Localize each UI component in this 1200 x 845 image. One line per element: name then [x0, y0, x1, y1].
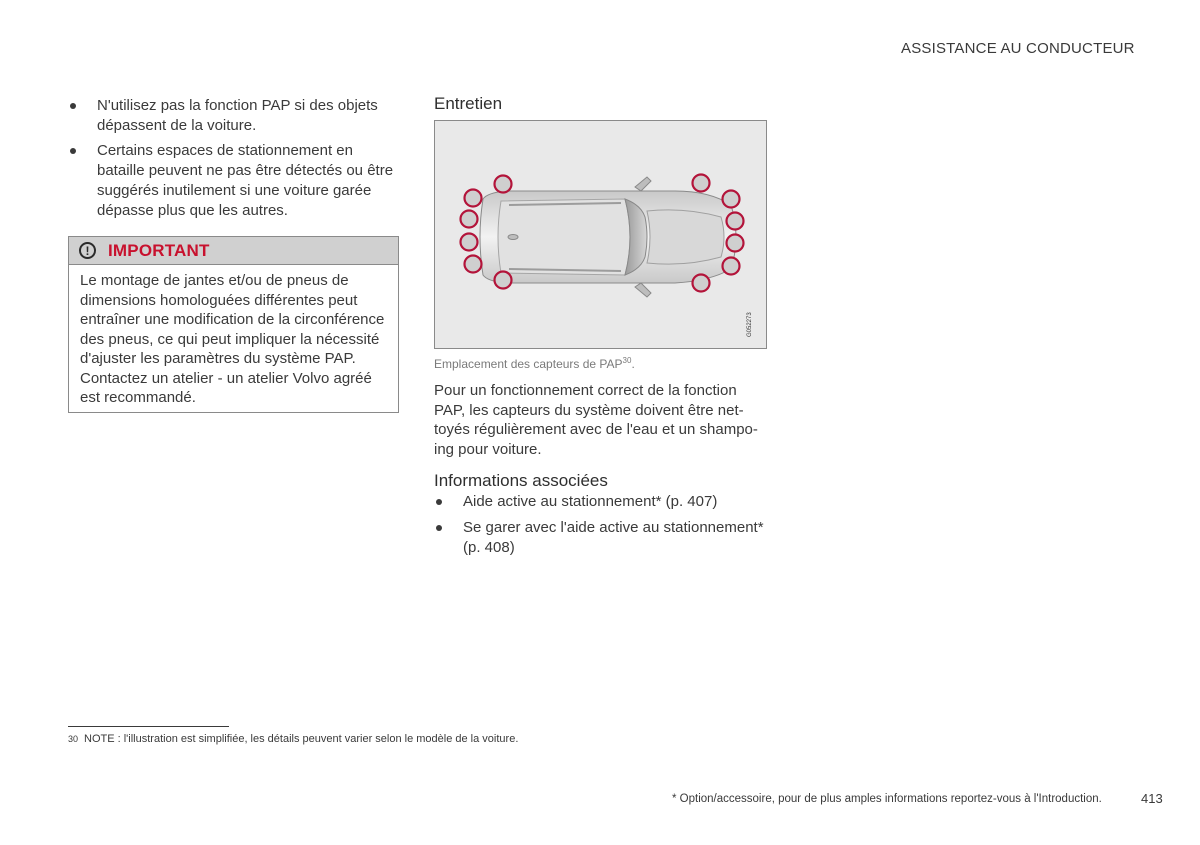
- section-title: Entretien: [434, 94, 503, 113]
- sensor-marker: [693, 175, 710, 192]
- footnote: [68, 733, 518, 745]
- sensor-marker: [461, 234, 478, 251]
- sensor-marker: [693, 275, 710, 292]
- sensor-marker: [465, 190, 482, 207]
- footer-note: * Option/accessoire, pour de plus amples informations reportez-vous à l'Introduction.: [672, 793, 1102, 805]
- footnote-number: 30: [68, 734, 79, 744]
- car-top-view-illustration: [435, 121, 766, 348]
- sensor-marker: [465, 256, 482, 273]
- exclamation-circle-icon: !: [79, 242, 96, 259]
- related-info-title: Informations associées: [434, 471, 608, 490]
- sensor-marker: [727, 213, 744, 230]
- list-item-text: N'utilisez pas la fonction PAP si des objets dépassent de la voiture.: [97, 97, 378, 134]
- bullet-dot: [70, 148, 76, 154]
- sensor-marker: [461, 211, 478, 228]
- bullet-dot: [70, 103, 76, 109]
- sensor-location-figure: [434, 120, 767, 349]
- caption-footnote-ref: 30: [622, 356, 632, 365]
- figure-caption: Emplacement des capteurs de PAP$^{30}$.: [434, 356, 635, 371]
- maintenance-paragraph: Pour un fonctionnement correct de la fonction PAP, les capteurs du système doivent être net-toyés régulièrement avec de l'eau et un shampo-ing pour voiture.: [434, 382, 758, 458]
- maintenance-section: [434, 94, 774, 114]
- sensor-marker: [723, 258, 740, 275]
- sensor-marker: [723, 191, 740, 208]
- sensor-marker: [727, 235, 744, 252]
- list-item: [68, 96, 398, 136]
- important-title: IMPORTANT: [108, 240, 210, 260]
- page-header: ASSISTANCE AU CONDUCTEUR: [901, 40, 1135, 57]
- figure-code: G052273: [747, 312, 753, 337]
- list-item-text: Certains espaces de stationnement en bataille peuvent ne pas être détectés ou être suggérés inutilement si une voiture garée dépasse plus que les autres.: [97, 142, 394, 219]
- caption-text: Emplacement des capteurs de PAP: [434, 357, 623, 371]
- important-body: Le montage de jantes et/ou de pneus de dimensions homologuées différentes peut entraîner une modification de la circonférence des pneus, ce qui peut impliquer la nécessité d'ajuster les paramètres du système PAP. Contactez un atelier - un atelier Volvo agréé est recommandé.: [80, 272, 385, 406]
- footnote-divider: [68, 726, 229, 727]
- important-box: [68, 236, 399, 413]
- bullet-dot: [436, 499, 442, 505]
- related-info-list: [434, 492, 774, 564]
- related-link[interactable]: Se garer avec l'aide active au stationnement* (p. 408): [463, 519, 764, 556]
- important-header: [69, 237, 398, 265]
- list-item: [434, 492, 774, 512]
- bullet-dot: [436, 525, 442, 531]
- left-bullet-list: [68, 96, 398, 226]
- footnote-text: NOTE : l'illustration est simplifiée, les détails peuvent varier selon le modèle de la voiture.: [84, 733, 519, 745]
- related-link[interactable]: Aide active au stationnement* (p. 407): [463, 493, 718, 510]
- sensor-marker: [495, 272, 512, 289]
- list-item: [434, 518, 774, 558]
- sensor-marker: [495, 176, 512, 193]
- page-number: 413: [1141, 791, 1163, 806]
- list-item: [68, 141, 398, 221]
